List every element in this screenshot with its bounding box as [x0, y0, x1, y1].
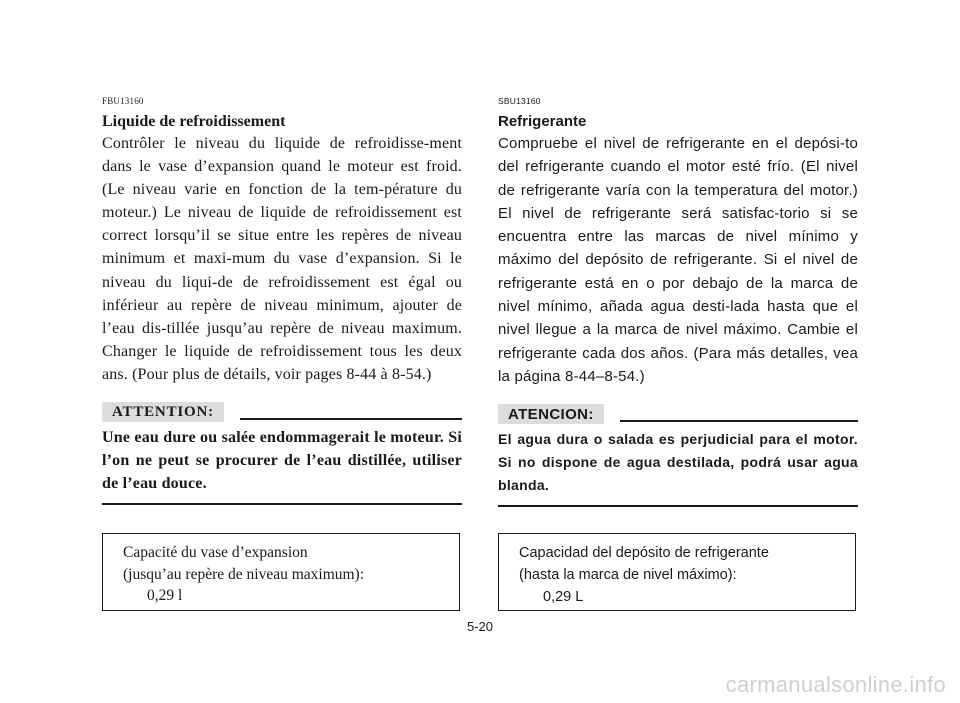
- spec-label: Capacité du vase d’expansion: [123, 544, 308, 561]
- caution-end-rule: [102, 503, 462, 505]
- page-number: 5-20: [466, 619, 494, 634]
- caution-end-rule: [498, 505, 858, 507]
- capacity-spec-box-french: [102, 533, 460, 611]
- caution-header: [498, 398, 858, 424]
- caution-text: El agua dura o salada es perjudicial para el motor. Si no dispone de agua destilada, podrá usar agua blanda.: [498, 431, 858, 494]
- spanish-column: [498, 96, 858, 507]
- capacity-spec-box-spanish: [498, 533, 856, 611]
- spec-condition: (hasta la marca de nivel máximo):: [519, 567, 737, 583]
- section-heading: Refrigerante: [498, 113, 587, 130]
- caution-rule: [620, 420, 858, 422]
- spec-value: 0,29 l: [147, 587, 183, 604]
- section-body: Contrôler le niveau du liquide de refroidisse-ment dans le vase d’expansion quand le moteur est froid. (Le niveau varie en fonction de la tem-pérature du moteur.) Le niveau de liquide de refroidissement est correct lorsqu’il se situe entre les repères de niveau minimum et maxi-mum du vase d’expansion. Si le niveau du liqui-de de refroidissement est égal ou inférieur au repère de niveau minimum, ajouter de l’eau dis-tillée jusqu’au repère de niveau maximum. Changer le liquide de refroidissement tous les deux ans. (Pour plus de détails, voir pages 8-44 à 8-54.): [102, 135, 462, 383]
- caution-text: Une eau dure ou salée endommagerait le moteur. Si l’on ne peut se procurer de l’eau distillée, utiliser de l’eau douce.: [102, 429, 462, 493]
- spec-label: Capacidad del depósito de refrigerante: [519, 545, 769, 561]
- spec-value: 0,29 L: [543, 589, 584, 605]
- watermark: carmanualsonline.info: [725, 672, 946, 697]
- section-code: SBU13160: [498, 96, 541, 106]
- caution-label: ATTENTION:: [102, 402, 224, 422]
- section-code: FBU13160: [102, 96, 144, 106]
- section-heading: Liquide de refroidissement: [102, 113, 286, 130]
- caution-header: [102, 396, 462, 422]
- caution-label: ATENCION:: [498, 404, 604, 424]
- caution-rule: [240, 418, 462, 420]
- section-body: Compruebe el nivel de refrigerante en el depósi-to del refrigerante cuando el motor esté frío. (El nivel de refrigerante varía con la temperatura del motor.) El nivel de refrigerante será satisfac-torio si se encuentra entre las marcas de nivel mínimo y máximo del depósito de refrigerante. Si el nivel de refrigerante está en o por debajo de la marca de nivel mínimo, añada agua desti-lada hasta que el nivel llegue a la marca de nivel máximo. Cambie el refrigerante cada dos años. (Para más detalles, vea la página 8-44–8-54.): [498, 135, 858, 385]
- french-column: [102, 96, 462, 505]
- spec-condition: (jusqu’au repère de niveau maximum):: [123, 565, 365, 583]
